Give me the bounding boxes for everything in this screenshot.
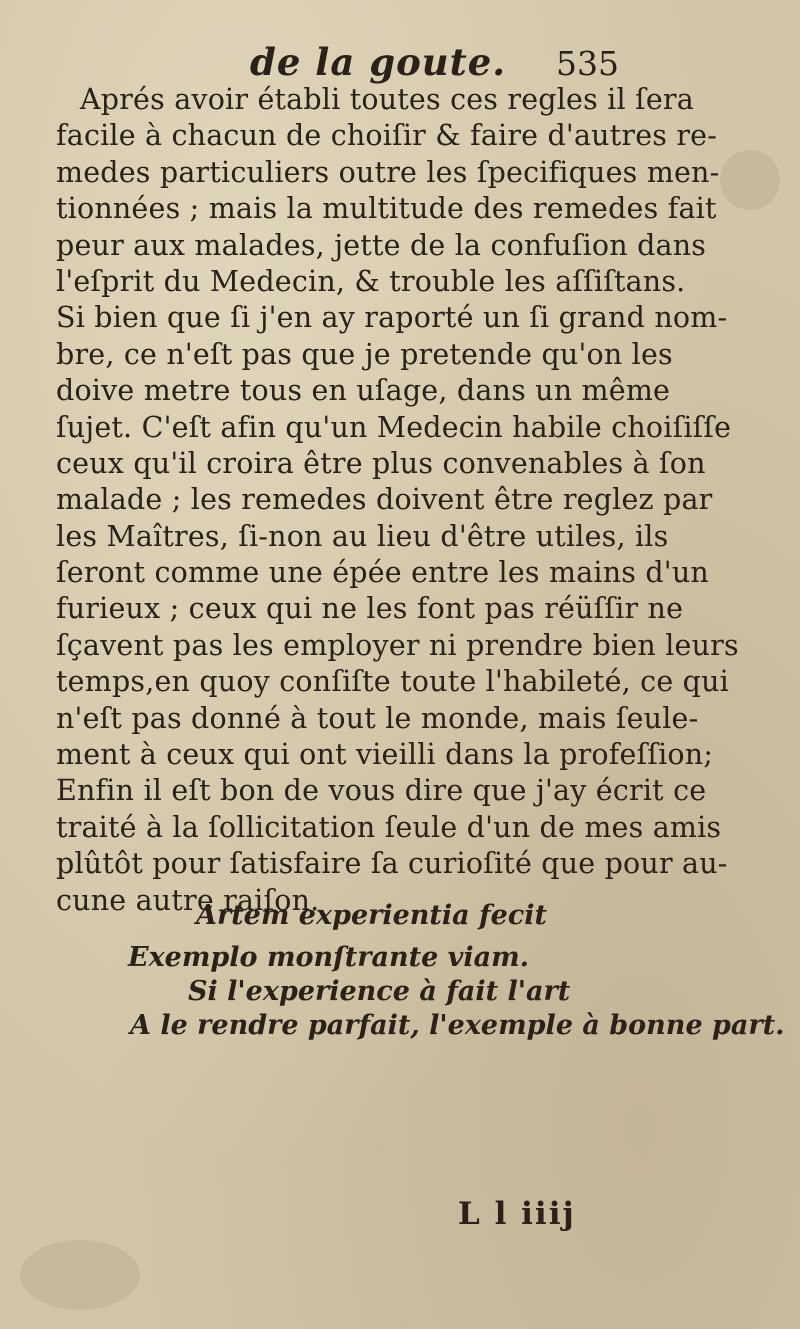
text-line: Enfin il eſt bon de vous dire que j'ay écrit ce — [56, 774, 707, 808]
verse-line: Si l'experience à fait l'art — [188, 976, 571, 1007]
text-line: ſujet. C'eſt afin qu'un Medecin habile choiſiſſe — [56, 410, 732, 444]
text-line: malade ; les remedes doivent être reglez par — [56, 483, 713, 517]
text-line: Si bien que ſi j'en ay raporté un ſi grand nom- — [56, 301, 728, 335]
paper-stain — [20, 1240, 140, 1310]
text-line: facile à chacun de choiſir & faire d'autres re- — [56, 119, 718, 153]
text-line: plûtôt pour ſatisfaire ſa curioſité que pour au- — [56, 847, 728, 881]
text-line: ceux qu'il croira être plus convenables à ſon — [56, 446, 706, 480]
text-line: bre, ce n'eſt pas que je pretende qu'on les — [56, 337, 673, 371]
signature-mark: L l iiij — [458, 1196, 576, 1232]
running-title: de la goute. — [250, 40, 507, 84]
text-line: ment à ceux qui ont vieilli dans la profeſſion; — [56, 738, 714, 772]
verse-line: A le rendre parfait, l'exemple à bonne part. — [130, 1010, 785, 1041]
text-line: n'eſt pas donné à tout le monde, mais ſeule- — [56, 701, 699, 735]
text-line: furieux ; ceux qui ne les font pas réüſſir ne — [56, 592, 684, 626]
text-line: l'eſprit du Medecin, & trouble les aſſiſtans. — [56, 264, 686, 298]
text-line: medes particuliers outre les ſpecifiques men- — [56, 155, 720, 189]
text-line: ſçavent pas les employer ni prendre bien leurs — [56, 628, 739, 662]
text-line: cune autre raiſon. — [56, 883, 320, 917]
paper-stain — [720, 150, 780, 210]
text-line: les Maîtres, ſi-non au lieu d'être utiles, ils — [56, 519, 669, 553]
verse-line: Artem experientia fecit — [196, 900, 547, 931]
text-line: peur aux malades, jette de la confuſion dans — [56, 228, 707, 262]
text-line: doive metre tous en uſage, dans un même — [56, 374, 671, 408]
text-line: traité à la ſollicitation ſeule d'un de mes amis — [56, 810, 722, 844]
text-line: Aprés avoir établi toutes ces regles il ſera — [80, 83, 694, 116]
text-line: ſeront comme une épée entre les mains d'un — [56, 556, 709, 590]
text-line: tionnées ; mais la multitude des remedes fait — [56, 192, 717, 226]
page-number: 535 — [556, 44, 619, 83]
body-text — [56, 82, 739, 919]
text-line: temps,en quoy conſiſte toute l'habileté, ce qui — [56, 665, 729, 699]
verse-line: Exemplo monſtrante viam. — [128, 942, 530, 973]
